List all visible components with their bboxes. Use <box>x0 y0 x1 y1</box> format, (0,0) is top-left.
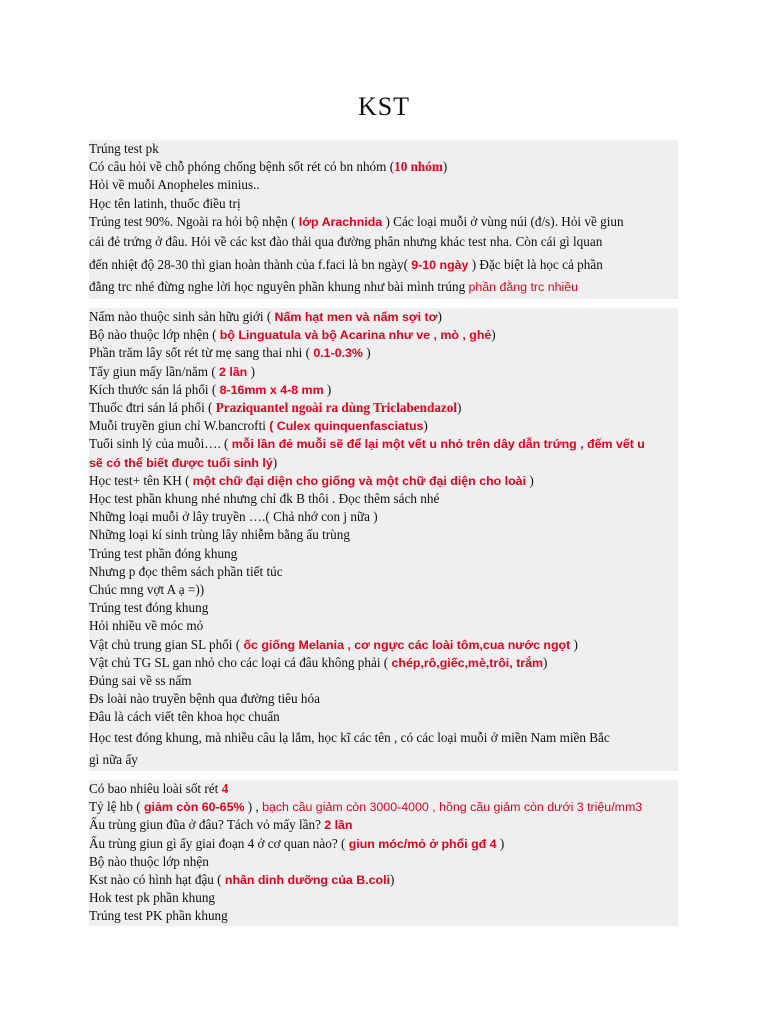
text-line: Trúng test phần đóng khung <box>89 545 238 561</box>
section-exam-notes-1 <box>89 140 678 299</box>
text-segment: ) <box>491 327 496 343</box>
text-line: Trúng test PK phần khung <box>89 908 228 924</box>
answer-highlight: sẽ có thể biết được tuổi sinh lý <box>89 455 273 470</box>
document-title: KST <box>357 92 411 121</box>
text-line <box>89 816 678 834</box>
text-segment: Ấu trùng giun gì ấy giai đoạn 4 ở cơ quan nào? ( <box>89 835 349 851</box>
text-line <box>89 636 678 654</box>
text-segment: Ấu trùng giun đũa ở đâu? Tách vỏ mấy lần? <box>89 817 325 833</box>
answer-highlight: bộ Linguatula và bộ Acarina như ve , mò , ghẻ <box>219 328 492 343</box>
text-line <box>89 871 678 889</box>
text-segment: ) Đặc biệt là học cả phần <box>468 256 603 272</box>
text-segment: ) <box>423 418 428 434</box>
text-segment: ) <box>570 636 578 652</box>
answer-highlight: chép,rô,giếc,mè,trôi, trắm <box>391 655 543 670</box>
text-line: Trúng test đóng khung <box>89 600 209 616</box>
text-segment: Kst nào có hình hạt đậu ( <box>89 872 225 888</box>
text-line: gì nữa ấy <box>89 751 138 767</box>
text-segment: Muỗi truyền giun chỉ W.bancrofti <box>89 418 270 434</box>
section-exam-notes-3 <box>89 780 678 926</box>
answer-highlight: 10 nhóm <box>394 159 443 175</box>
text-segment: Tỷ lệ hb ( <box>89 799 144 815</box>
text-line <box>89 417 678 435</box>
text-line: Nhưng p đọc thêm sách phần tiết túc <box>89 563 283 579</box>
answer-highlight: một chữ đại diện cho giống và một chữ đại diện cho loài <box>192 473 527 488</box>
text-line <box>89 798 678 816</box>
text-segment: ) <box>542 654 548 670</box>
text-line: Đâu là cách viết tên khoa học chuẩn <box>89 709 280 725</box>
answer-highlight: ( Culex quinquenfasciatus <box>269 419 424 434</box>
answer-highlight: giun móc/mỏ ở phổi gđ 4 <box>348 836 497 851</box>
text-segment: Tẩy giun mấy lần/năm ( <box>89 363 220 379</box>
text-segment: đến nhiệt độ 28-30 thì gian hoàn thành của f.faci là bn ngày( <box>89 256 412 272</box>
text-segment: Nấm nào thuộc sinh sản hữu giới ( <box>89 309 275 324</box>
answer-highlight: 0.1-0.3% <box>313 346 363 361</box>
text-line <box>89 381 678 399</box>
text-line <box>89 158 678 176</box>
text-segment: ) <box>496 835 505 851</box>
answer-highlight: mỗi lần đẻ muỗi sẽ để lại một vết u nhỏ trên dây dẫn trứng , đếm vết u <box>231 437 645 452</box>
text-segment: ) Các loại muỗi ở vùng núi (đ/s). Hỏi về giun <box>382 213 624 229</box>
text-segment: Vật chủ trung gian SL phổi ( <box>89 636 244 652</box>
answer-highlight: 2 lần <box>324 818 353 833</box>
text-line <box>89 780 678 798</box>
text-segment: Có câu hỏi về chỗ phóng chống bệnh sốt rét có bn nhóm ( <box>89 159 395 175</box>
text-segment: Thuốc đtri sán lá phổi ( <box>89 400 216 416</box>
answer-highlight: 4 <box>221 781 229 796</box>
section-exam-notes-2 <box>89 308 678 771</box>
answer-highlight: nhân dinh dưỡng của B.coli <box>224 873 390 888</box>
text-segment: ) <box>457 400 462 416</box>
text-line <box>89 308 678 326</box>
text-line <box>89 835 678 853</box>
text-line <box>89 213 678 231</box>
text-segment: ) <box>272 454 278 470</box>
text-segment: Trúng test 90%. Ngoài ra hỏi bộ nhện ( <box>89 213 299 229</box>
text-line <box>89 454 678 472</box>
answer-highlight: bạch cầu giảm còn 3000-4000 , hồng cầu giảm còn dưới 3 triệu/mm3 <box>262 800 643 815</box>
text-line: Những loại kí sinh trùng lây nhiễm bằng ấu trùng <box>89 527 350 543</box>
text-line: Đúng sai về ss nấm <box>89 673 192 689</box>
text-segment: ) <box>526 472 534 488</box>
answer-highlight: 9-10 ngày <box>411 257 469 272</box>
text-segment: đằng trc nhé đừng nghe lời học nguyên phần khung như bài mình trúng <box>89 279 469 295</box>
text-line: cái đẻ trứng ở đâu. Hỏi về các kst đào thải qua đường phân nhưng khác test nha. Còn cái gì lquan <box>89 234 603 250</box>
answer-highlight: Praziquantel ngoài ra dùng Triclabendazol <box>215 400 458 416</box>
answer-highlight: 8-16mm x 4-8 mm <box>219 382 324 397</box>
text-segment: Phần trăm lây sốt rét từ mẹ sang thai nhi ( <box>89 345 314 361</box>
text-line <box>89 326 678 344</box>
text-line <box>89 254 678 277</box>
answer-highlight: 2 lần <box>219 364 248 379</box>
text-line: Hok test pk phần khung <box>89 890 216 906</box>
text-line <box>89 472 678 490</box>
answer-highlight: Nấm hạt men và nấm sợi tơ <box>274 310 438 324</box>
answer-highlight: ốc giống Melania , cơ ngực các loài tôm,cua nước ngọt <box>243 637 571 652</box>
text-segment: ) <box>437 309 442 324</box>
text-segment: Có bao nhiêu loài sốt rét <box>89 781 222 796</box>
text-line: Trúng test pk <box>89 141 159 156</box>
text-segment: Học test+ tên KH ( <box>89 472 193 488</box>
text-segment: Kích thước sán lá phổi ( <box>89 381 220 397</box>
text-segment: ) <box>362 345 371 361</box>
text-line: Học tên latinh, thuốc điều trị <box>89 195 241 211</box>
text-line <box>89 399 678 417</box>
text-line <box>89 363 678 381</box>
text-segment: ) , <box>244 799 263 815</box>
text-line: Học test đóng khung, mà nhiều câu lạ lắm, học kĩ các tên , có các loại muỗi ở miền Nam miền Bắc <box>89 729 610 745</box>
text-line: Những loại muỗi ở lây truyền ….( Chả nhớ con j nữa ) <box>89 509 378 525</box>
text-line <box>89 276 678 299</box>
text-line: Hỏi nhiều về móc mỏ <box>89 618 204 634</box>
text-line: Bộ nào thuộc lớp nhện <box>89 853 209 869</box>
text-line <box>89 344 678 362</box>
text-line: Học test phần khung nhé nhưng chỉ đk B thôi . Đọc thêm sách nhé <box>89 491 440 507</box>
text-segment: Tuổi sinh lý của muỗi…. ( <box>89 436 232 452</box>
text-segment: Bộ nào thuộc lớp nhện ( <box>89 327 220 343</box>
text-segment: ) <box>323 381 332 397</box>
text-line: Hỏi về muỗi Anopheles minius.. <box>89 177 260 193</box>
text-segment: Vật chủ TG SL gan nhỏ cho các loại cá đâu không phải ( <box>89 654 392 670</box>
answer-highlight: phần đằng trc nhiều <box>468 280 579 295</box>
text-line <box>89 654 678 672</box>
text-line: Đs loài nào truyền bệnh qua đường tiêu hóa <box>89 691 320 707</box>
text-segment: ) <box>442 159 448 175</box>
text-segment: ) <box>247 363 255 379</box>
text-line <box>89 435 678 453</box>
answer-highlight: lớp Arachnida <box>298 214 383 229</box>
text-line: Chúc mng vợt A ạ =)) <box>89 582 205 598</box>
answer-highlight: giảm còn 60-65% <box>143 800 245 815</box>
text-segment: ) <box>389 872 395 888</box>
